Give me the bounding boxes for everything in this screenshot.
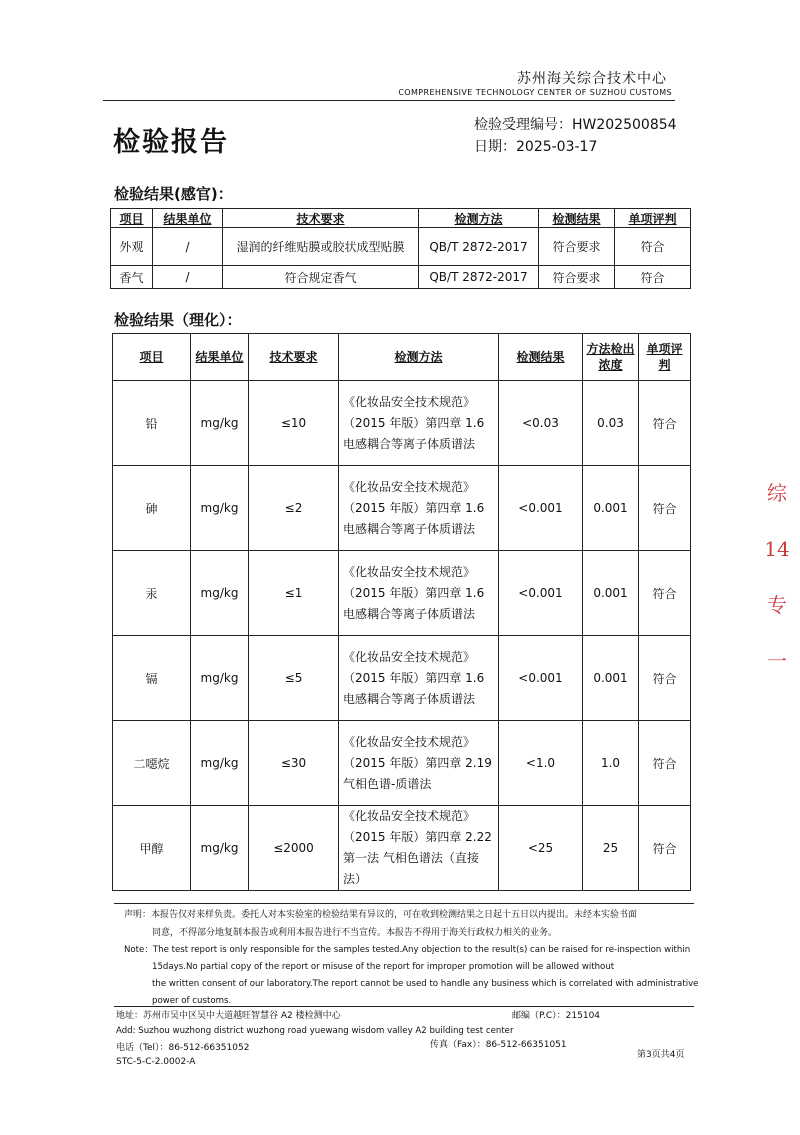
red-seal-stamp: 综 14 专 一 xyxy=(764,481,790,673)
cell-requirement: ≤2 xyxy=(249,466,339,551)
cell-unit: mg/kg xyxy=(191,466,249,551)
cell-result: 符合要求 xyxy=(539,228,615,266)
cell-item: 外观 xyxy=(111,228,153,266)
address-cn: 地址：苏州市吴中区吴中大道越旺智慧谷 A2 楼检测中心 xyxy=(116,1011,341,1021)
cell-requirement: 符合规定香气 xyxy=(223,266,419,289)
cell-method: 《化妆品安全技术规范》（2015 年版）第四章 1.6 电感耦合等离子体质谱法 xyxy=(339,381,499,466)
cell-item: 二噁烷 xyxy=(113,721,191,806)
cell-result: <0.001 xyxy=(499,551,583,636)
cell-result: 符合要求 xyxy=(539,266,615,289)
cell-method: QB/T 2872-2017 xyxy=(419,266,539,289)
cell-result: <0.001 xyxy=(499,466,583,551)
report-title: 检验报告 xyxy=(113,127,229,158)
note-en-line2: 15days.No partial copy of the report or misuse of the report for improper promotion will be allowed without xyxy=(152,962,615,972)
col-header: 技术要求 xyxy=(249,334,339,381)
cell-judgement: 符合 xyxy=(639,551,691,636)
note-en-line1: Note：The test report is only responsible for the samples tested.Any objection to the result(s) can be raised for re-inspection within xyxy=(124,945,691,955)
table-row xyxy=(113,466,691,551)
cell-result: <1.0 xyxy=(499,721,583,806)
cell-unit: / xyxy=(153,228,223,266)
fax: 传真（Fax）：86-512-66351051 xyxy=(430,1040,567,1050)
form-code: STC-5-C-2.0002-A xyxy=(116,1057,196,1067)
cell-unit: mg/kg xyxy=(191,381,249,466)
cell-item: 铅 xyxy=(113,381,191,466)
cell-unit: mg/kg xyxy=(191,551,249,636)
cell-result: <0.001 xyxy=(499,636,583,721)
footer-rule-top xyxy=(114,903,694,904)
cell-result: <25 xyxy=(499,806,583,891)
col-header: 结果单位 xyxy=(191,334,249,381)
sensory-heading: 检验结果(感官)： xyxy=(114,185,233,203)
col-header: 项目 xyxy=(111,209,153,228)
page-number: 第3页共4页 xyxy=(637,1050,685,1060)
cell-unit: mg/kg xyxy=(191,721,249,806)
physchem-table xyxy=(112,333,691,891)
cell-unit: mg/kg xyxy=(191,806,249,891)
header-rule xyxy=(103,100,675,101)
cell-method: QB/T 2872-2017 xyxy=(419,228,539,266)
col-header: 结果单位 xyxy=(153,209,223,228)
cell-judgement: 符合 xyxy=(639,466,691,551)
cell-item: 甲醇 xyxy=(113,806,191,891)
col-header: 检测方法 xyxy=(419,209,539,228)
table-header-row xyxy=(113,334,691,381)
cell-detection-limit: 0.001 xyxy=(583,551,639,636)
report-date: 日期：2025-03-17 xyxy=(474,139,598,155)
cell-detection-limit: 1.0 xyxy=(583,721,639,806)
cell-judgement: 符合 xyxy=(639,721,691,806)
cell-requirement: ≤5 xyxy=(249,636,339,721)
col-header: 单项评判 xyxy=(615,209,691,228)
statement-cn-line1: 声明：本报告仅对来样负责。委托人对本实验室的检验结果有异议的，可在收到检测结果之日起十五日以内提出。未经本实验书面 xyxy=(124,910,638,920)
cell-item: 香气 xyxy=(111,266,153,289)
note-en-line4: power of customs. xyxy=(152,996,232,1006)
cell-method: 《化妆品安全技术规范》（2015 年版）第四章 2.19 气相色谱-质谱法 xyxy=(339,721,499,806)
cell-method: 《化妆品安全技术规范》（2015 年版）第四章 1.6 电感耦合等离子体质谱法 xyxy=(339,636,499,721)
cell-requirement: 湿润的纤维贴膜或胶状成型贴膜 xyxy=(223,228,419,266)
postcode: 邮编（P.C）：215104 xyxy=(512,1011,601,1021)
cell-unit: / xyxy=(153,266,223,289)
org-name-cn: 苏州海关综合技术中心 xyxy=(517,71,667,87)
cell-judgement: 符合 xyxy=(639,381,691,466)
cell-judgement: 符合 xyxy=(615,228,691,266)
col-header: 技术要求 xyxy=(223,209,419,228)
table-row xyxy=(113,636,691,721)
cell-requirement: ≤1 xyxy=(249,551,339,636)
cell-detection-limit: 0.03 xyxy=(583,381,639,466)
cell-method: 《化妆品安全技术规范》（2015 年版）第四章 2.22 第一法 气相色谱法（直接法） xyxy=(339,806,499,891)
telephone: 电话（Tel）：86-512-66351052 xyxy=(116,1043,250,1053)
cell-item: 镉 xyxy=(113,636,191,721)
table-row xyxy=(111,228,691,266)
col-header: 检测方法 xyxy=(339,334,499,381)
cell-judgement: 符合 xyxy=(615,266,691,289)
col-header: 单项评判 xyxy=(639,334,691,381)
cell-judgement: 符合 xyxy=(639,806,691,891)
cell-method: 《化妆品安全技术规范》（2015 年版）第四章 1.6 电感耦合等离子体质谱法 xyxy=(339,551,499,636)
cell-unit: mg/kg xyxy=(191,636,249,721)
cell-item: 汞 xyxy=(113,551,191,636)
cell-requirement: ≤30 xyxy=(249,721,339,806)
table-row xyxy=(113,806,691,891)
cell-detection-limit: 0.001 xyxy=(583,636,639,721)
sensory-table xyxy=(110,208,691,289)
cell-result: <0.03 xyxy=(499,381,583,466)
footer-rule-bottom xyxy=(114,1006,694,1007)
address-en: Add: Suzhou wuzhong district wuzhong road yuewang wisdom valley A2 building test center xyxy=(116,1026,514,1036)
table-header-row xyxy=(111,209,691,228)
cell-requirement: ≤10 xyxy=(249,381,339,466)
table-row xyxy=(111,266,691,289)
col-header: 检测结果 xyxy=(539,209,615,228)
org-name-en: COMPREHENSIVE TECHNOLOGY CENTER OF SUZHOU CUSTOMS xyxy=(398,88,672,97)
cell-requirement: ≤2000 xyxy=(249,806,339,891)
statement-cn-line2: 同意，不得部分地复制本报告或利用本报告进行不当宣传。本报告不得用于海关行政权力相关的业务。 xyxy=(152,928,558,938)
acceptance-number: 检验受理编号：HW202500854 xyxy=(474,117,677,133)
col-header: 方法检出浓度 xyxy=(583,334,639,381)
col-header: 检测结果 xyxy=(499,334,583,381)
cell-detection-limit: 0.001 xyxy=(583,466,639,551)
table-row xyxy=(113,551,691,636)
col-header: 项目 xyxy=(113,334,191,381)
note-en-line3: the written consent of our laboratory.The report cannot be used to handle any business which is correlated with administrative xyxy=(152,979,699,989)
cell-item: 砷 xyxy=(113,466,191,551)
physchem-heading: 检验结果（理化）： xyxy=(114,311,242,329)
table-row xyxy=(113,721,691,806)
cell-method: 《化妆品安全技术规范》（2015 年版）第四章 1.6 电感耦合等离子体质谱法 xyxy=(339,466,499,551)
cell-detection-limit: 25 xyxy=(583,806,639,891)
table-row xyxy=(113,381,691,466)
cell-judgement: 符合 xyxy=(639,636,691,721)
